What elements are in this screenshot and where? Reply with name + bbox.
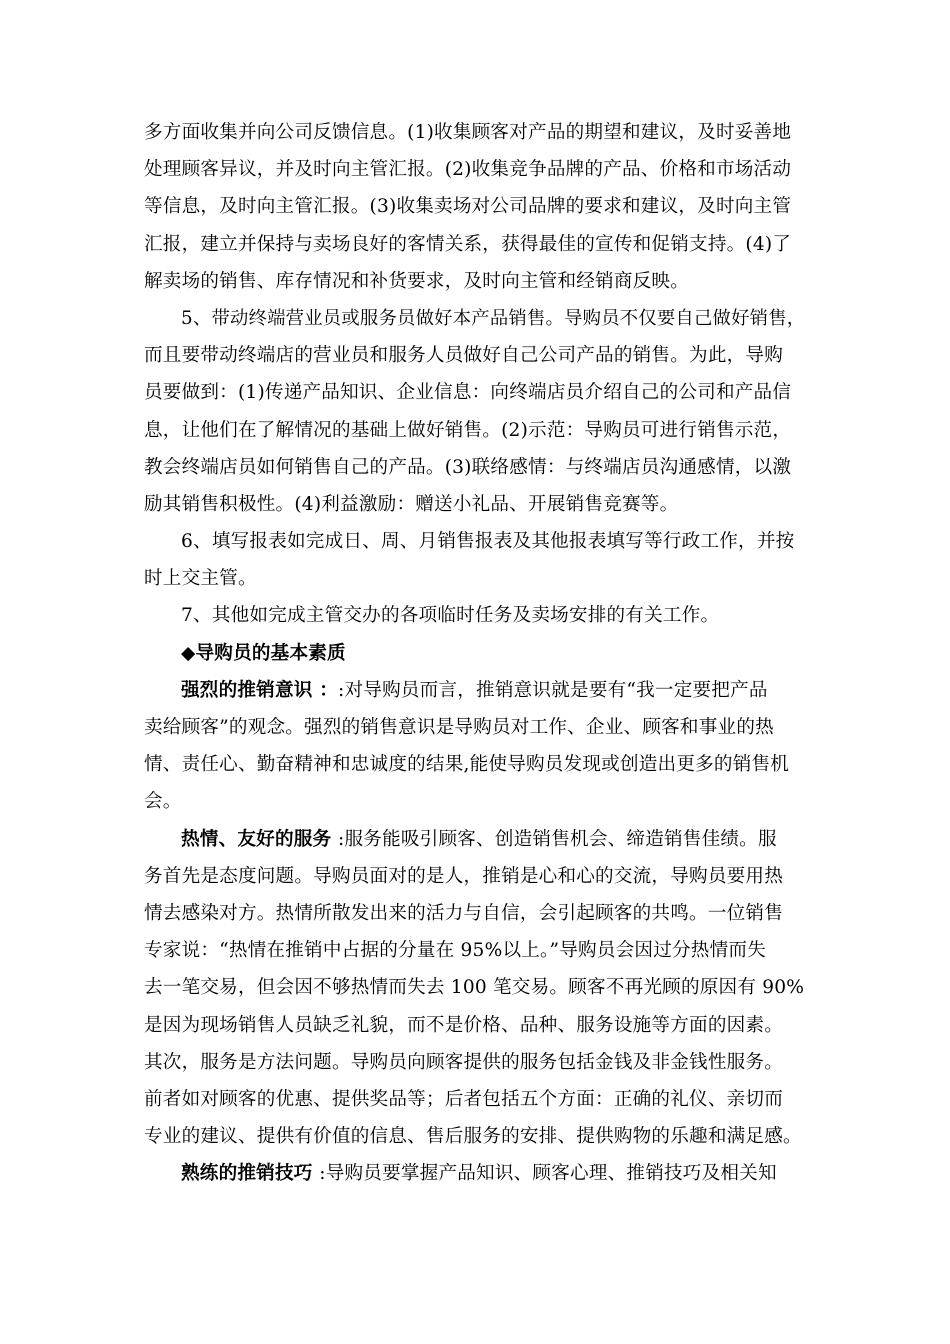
line-text: 等信息，及时向主管汇报。(3)收集卖场对公司品牌的要求和建议，及时向主管 [144, 196, 792, 218]
line-text: 息，让他们在了解情况的基础上做好销售。(2)示范：导购员可进行销售示范， [144, 419, 792, 441]
line-text: 专家说：“热情在推销中占据的分量在 95%以上。”导购员会因过分热情而失 [144, 940, 766, 962]
text-line [144, 858, 808, 895]
text-line [144, 821, 808, 858]
text-line [144, 1155, 808, 1192]
line-text: 而且要带动终端店的营业员和服务人员做好自己公司产品的销售。为此，导购 [144, 345, 783, 367]
line-text: 前者如对顾客的优惠、提供奖品等；后者包括五个方面：正确的礼仪、亲切而 [144, 1088, 783, 1110]
bold-heading: ◆导购员的基本素质 [181, 642, 346, 664]
text-line [144, 1081, 808, 1118]
line-text: 励其销售积极性。(4)利益激励：赠送小礼品、开展销售竞赛等。 [144, 493, 679, 515]
line-text: 7、其他如完成主管交办的各项临时任务及卖场安排的有关工作。 [181, 605, 720, 627]
bold-heading: 强烈的推销意识 ： [181, 679, 339, 701]
text-line [144, 560, 808, 597]
line-text: 5、带动终端营业员或服务员做好本产品销售。导购员不仅要自己做好销售， [181, 307, 806, 329]
text-line [144, 151, 808, 188]
text-line [144, 746, 808, 783]
text-line [144, 969, 808, 1006]
line-text: 员要做到：(1)传递产品知识、企业信息：向终端店员介绍自己的公司和产品信 [144, 382, 792, 404]
text-line [144, 523, 808, 560]
line-text: :对导购员而言，推销意识就是要有“我一定要把产品 [338, 679, 768, 701]
line-text: 卖给顾客”的观念。强烈的销售意识是导购员对工作、企业、顾客和事业的热 [144, 717, 774, 738]
line-text: 其次，服务是方法问题。导购员向顾客提供的服务包括金钱及非金钱性服务。 [144, 1051, 783, 1073]
text-line [144, 709, 808, 746]
text-line [144, 337, 808, 374]
line-text: 多方面收集并向公司反馈信息。(1)收集顾客对产品的期望和建议，及时妥善地 [144, 122, 792, 143]
bold-heading: 熟练的推销技巧 [181, 1163, 320, 1185]
line-text: 教会终端店员如何销售自己的产品。(3)联络感情：与终端店员沟通感情，以激 [144, 456, 792, 478]
text-line [144, 374, 808, 411]
document-page [144, 114, 808, 1192]
line-text: 去一笔交易，但会因不够热情而失去 100 笔交易。顾客不再光顾的原因有 90% [144, 977, 805, 999]
document-body [144, 114, 808, 1192]
text-line [144, 895, 808, 932]
line-text: :导购员要掌握产品知识、顾客心理、推销技巧及相关知 [319, 1163, 777, 1185]
text-line [144, 635, 808, 672]
line-text: :服务能吸引顾客、创造销售机会、缔造销售佳绩。服 [338, 828, 777, 850]
text-line [144, 114, 808, 151]
text-line [144, 783, 808, 820]
text-line [144, 449, 808, 486]
line-text: 6、填写报表如完成日、周、月销售报表及其他报表填写等行政工作，并按 [181, 531, 795, 553]
text-line [144, 188, 808, 225]
line-text: 时上交主管。 [144, 568, 257, 590]
line-text: 情、责任心、勤奋精神和忠诚度的结果,能使导购员发现或创造出更多的销售机 [144, 754, 790, 776]
line-text: 是因为现场销售人员缺乏礼貌，而不是价格、品种、服务设施等方面的因素。 [144, 1014, 783, 1036]
text-line [144, 672, 808, 709]
text-line [144, 300, 808, 337]
line-text: 会。 [144, 791, 182, 813]
text-line [144, 932, 808, 969]
text-line [144, 1118, 808, 1155]
line-text: 汇报，建立并保持与卖场良好的客情关系，获得最佳的宣传和促销支持。(4)了 [144, 233, 792, 255]
line-text: 情去感染对方。热情所散发出来的活力与自信，会引起顾客的共鸣。一位销售 [144, 902, 783, 924]
text-line [144, 1007, 808, 1044]
line-text: 专业的建议、提供有价值的信息、售后服务的安排、提供购物的乐趣和满足感。 [144, 1126, 802, 1148]
text-line [144, 1044, 808, 1081]
text-line [144, 226, 808, 263]
text-line [144, 597, 808, 634]
text-line [144, 412, 808, 449]
line-text: 处理顾客异议，并及时向主管汇报。(2)收集竞争品牌的产品、价格和市场活动 [144, 159, 792, 181]
text-line [144, 486, 808, 523]
text-line [144, 263, 808, 300]
line-text: 务首先是态度问题。导购员面对的是人，推销是心和心的交流，导购员要用热 [144, 865, 783, 887]
line-text: 解卖场的销售、库存情况和补货要求，及时向主管和经销商反映。 [144, 270, 690, 292]
bold-heading: 热情、友好的服务 [181, 828, 339, 850]
